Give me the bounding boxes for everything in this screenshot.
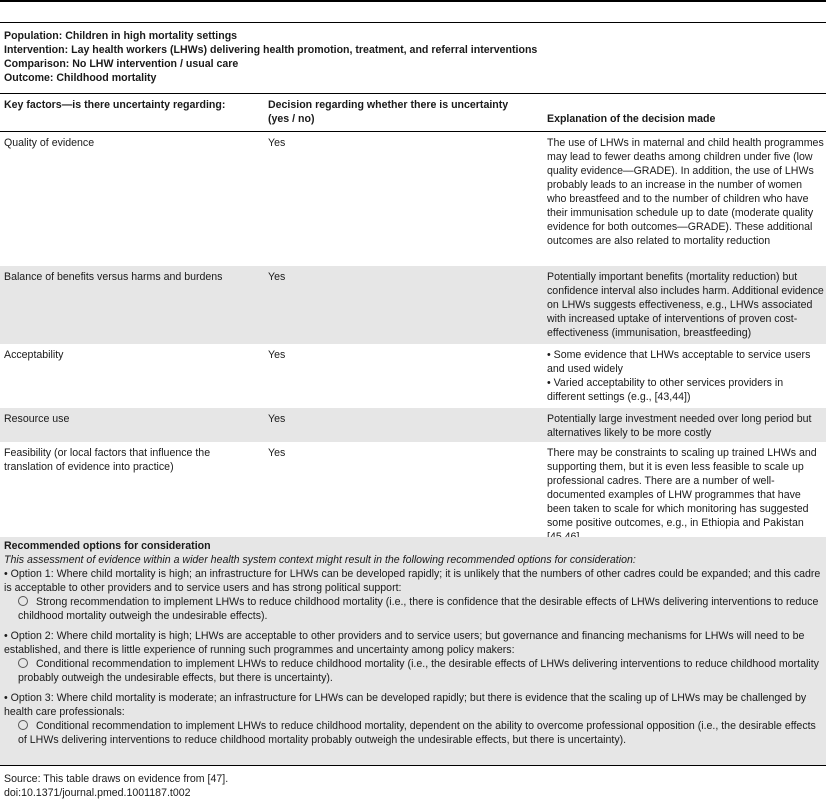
intervention-line: Intervention: Lay health workers (LHWs) delivering health promotion, treatment, and referral interventions — [4, 44, 538, 56]
table-row-acceptability — [0, 344, 826, 408]
option-3-recommendation — [4, 719, 824, 747]
comparison-line: Comparison: No LHW intervention / usual care — [4, 58, 239, 70]
explanation-cell: There may be constraints to scaling up trained LHWs and supporting them, but it is even less feasible to scale up professional cadres. There are a number of well-documented examples of LHW programmes that have been taken to scale for which monitoring has suggested some positive outcomes, e.g., in Ethiopia and Pakistan — [547, 447, 817, 529]
decision-cell: Yes — [268, 349, 286, 361]
factor-cell: Quality of evidence — [4, 137, 95, 149]
option-1-text: • Option 1: Where child mortality is high; an infrastructure for LHWs can be developed rapidly; it is unlikely that the numbers of other cadres could be expanded; and this cadre is acceptable to other providers and to service users and has strong political support: — [4, 568, 821, 594]
option-2-sub-text: Conditional recommendation to implement LHWs to reduce childhood mortality (i.e., the desirable effects of LHWs delivering interventions to reduce childhood mortality probably outweigh the undesirable effects, but there is uncertainty). — [18, 658, 819, 684]
explanation-cell — [547, 348, 824, 404]
table-row-resource-use — [0, 408, 826, 442]
table-row-balance — [0, 266, 826, 344]
hollow-circle-icon — [18, 596, 28, 606]
table-row-feasibility — [0, 442, 826, 537]
header-top-rule — [0, 22, 826, 23]
col-header-decision: Decision regarding whether there is uncertainty (yes / no) — [268, 99, 509, 125]
top-rule — [0, 0, 826, 2]
explanation-cell: Potentially important benefits (mortality reduction) but confidence interval also includes harm. Additional evidence on LHWs suggests effectiveness, e.g., LHWs associated with increased uptake of interventions of proven cost-effectiveness (immunisation, breastfeeding) — [547, 271, 824, 339]
recommendations-section — [0, 537, 826, 765]
recommendations-intro: This assessment of evidence within a wider health system context might result in the following recommended options for consideration: — [4, 554, 636, 566]
outcome-line: Outcome: Childhood mortality — [4, 72, 157, 84]
decision-cell: Yes — [268, 137, 286, 149]
column-headers — [0, 94, 826, 131]
factor-cell: Balance of benefits versus harms and burdens — [4, 271, 223, 283]
factor-cell: Feasibility (or local factors that influence the translation of evidence into practice) — [4, 447, 211, 473]
doi-note: doi:10.1371/journal.pmed.1001187.t002 — [4, 787, 191, 799]
factor-cell: Resource use — [4, 413, 70, 425]
option-1-recommendation — [4, 595, 824, 623]
population-line: Population: Children in high mortality settings — [4, 30, 238, 42]
col-header-explanation: Explanation of the decision made — [547, 113, 716, 125]
option-3-text: • Option 3: Where child mortality is moderate; an infrastructure for LHWs can be developed rapidly; but there is evidence that the scaling up of LHWs may be challenged by health care professionals: — [4, 692, 807, 718]
table-header-block — [4, 29, 822, 85]
option-2-recommendation — [4, 657, 824, 685]
hollow-circle-icon — [18, 658, 28, 668]
table-row-quality — [0, 132, 826, 266]
decision-cell: Yes — [268, 271, 286, 283]
hollow-circle-icon — [18, 720, 28, 730]
option-2 — [4, 629, 824, 685]
acceptability-bullet-1: • Some evidence that LHWs acceptable to service users and used widely — [547, 349, 811, 375]
option-2-text: • Option 2: Where child mortality is high; LHWs are acceptable to other providers and to service users; but governance and financing mechanisms for LHWs will need to be established, and there is little experience of running such programmes and uncertainty among policy makers: — [4, 630, 805, 656]
col-header-factors: Key factors—is there uncertainty regarding: — [4, 99, 226, 111]
option-1 — [4, 567, 824, 623]
table-footnotes — [4, 772, 822, 800]
option-3-sub-text: Conditional recommendation to implement LHWs to reduce childhood mortality, dependent on the ability to overcome professional opposition (i.e., the desirable effects of LHWs delivering interventions to reduce childhood mortality probably outweigh the undesirable effects, but there is uncertainty). — [18, 720, 816, 746]
explanation-cell: The use of LHWs in maternal and child health programmes may lead to fewer deaths among children under five (low quality evidence—GRADE). In addition, the use of LHWs probably leads to an increase in the number of women who breastfeed and to the number of children who have their immunisation schedule up to date (moderate quality evidence for both outcomes—GRADE). These additional outcomes are also related to mortality reduction — [547, 137, 824, 247]
decision-cell: Yes — [268, 413, 286, 425]
acceptability-bullet-2: • Varied acceptability to other services providers in different settings (e.g., [43,44]) — [547, 377, 784, 403]
option-1-sub-text: Strong recommendation to implement LHWs to reduce childhood mortality (i.e., there is confidence that the desirable effects of LHWs delivering interventions to reduce childhood mortality outweigh the undesirable effects). — [18, 596, 819, 622]
source-note: Source: This table draws on evidence from [47]. — [4, 773, 229, 785]
recommendations-title: Recommended options for consideration — [4, 540, 211, 552]
option-3 — [4, 691, 824, 747]
factor-cell: Acceptability — [4, 349, 64, 361]
explanation-cell: Potentially large investment needed over long period but alternatives likely to be more costly — [547, 413, 812, 439]
table-bottom-rule — [0, 765, 826, 766]
decision-cell: Yes — [268, 447, 286, 459]
